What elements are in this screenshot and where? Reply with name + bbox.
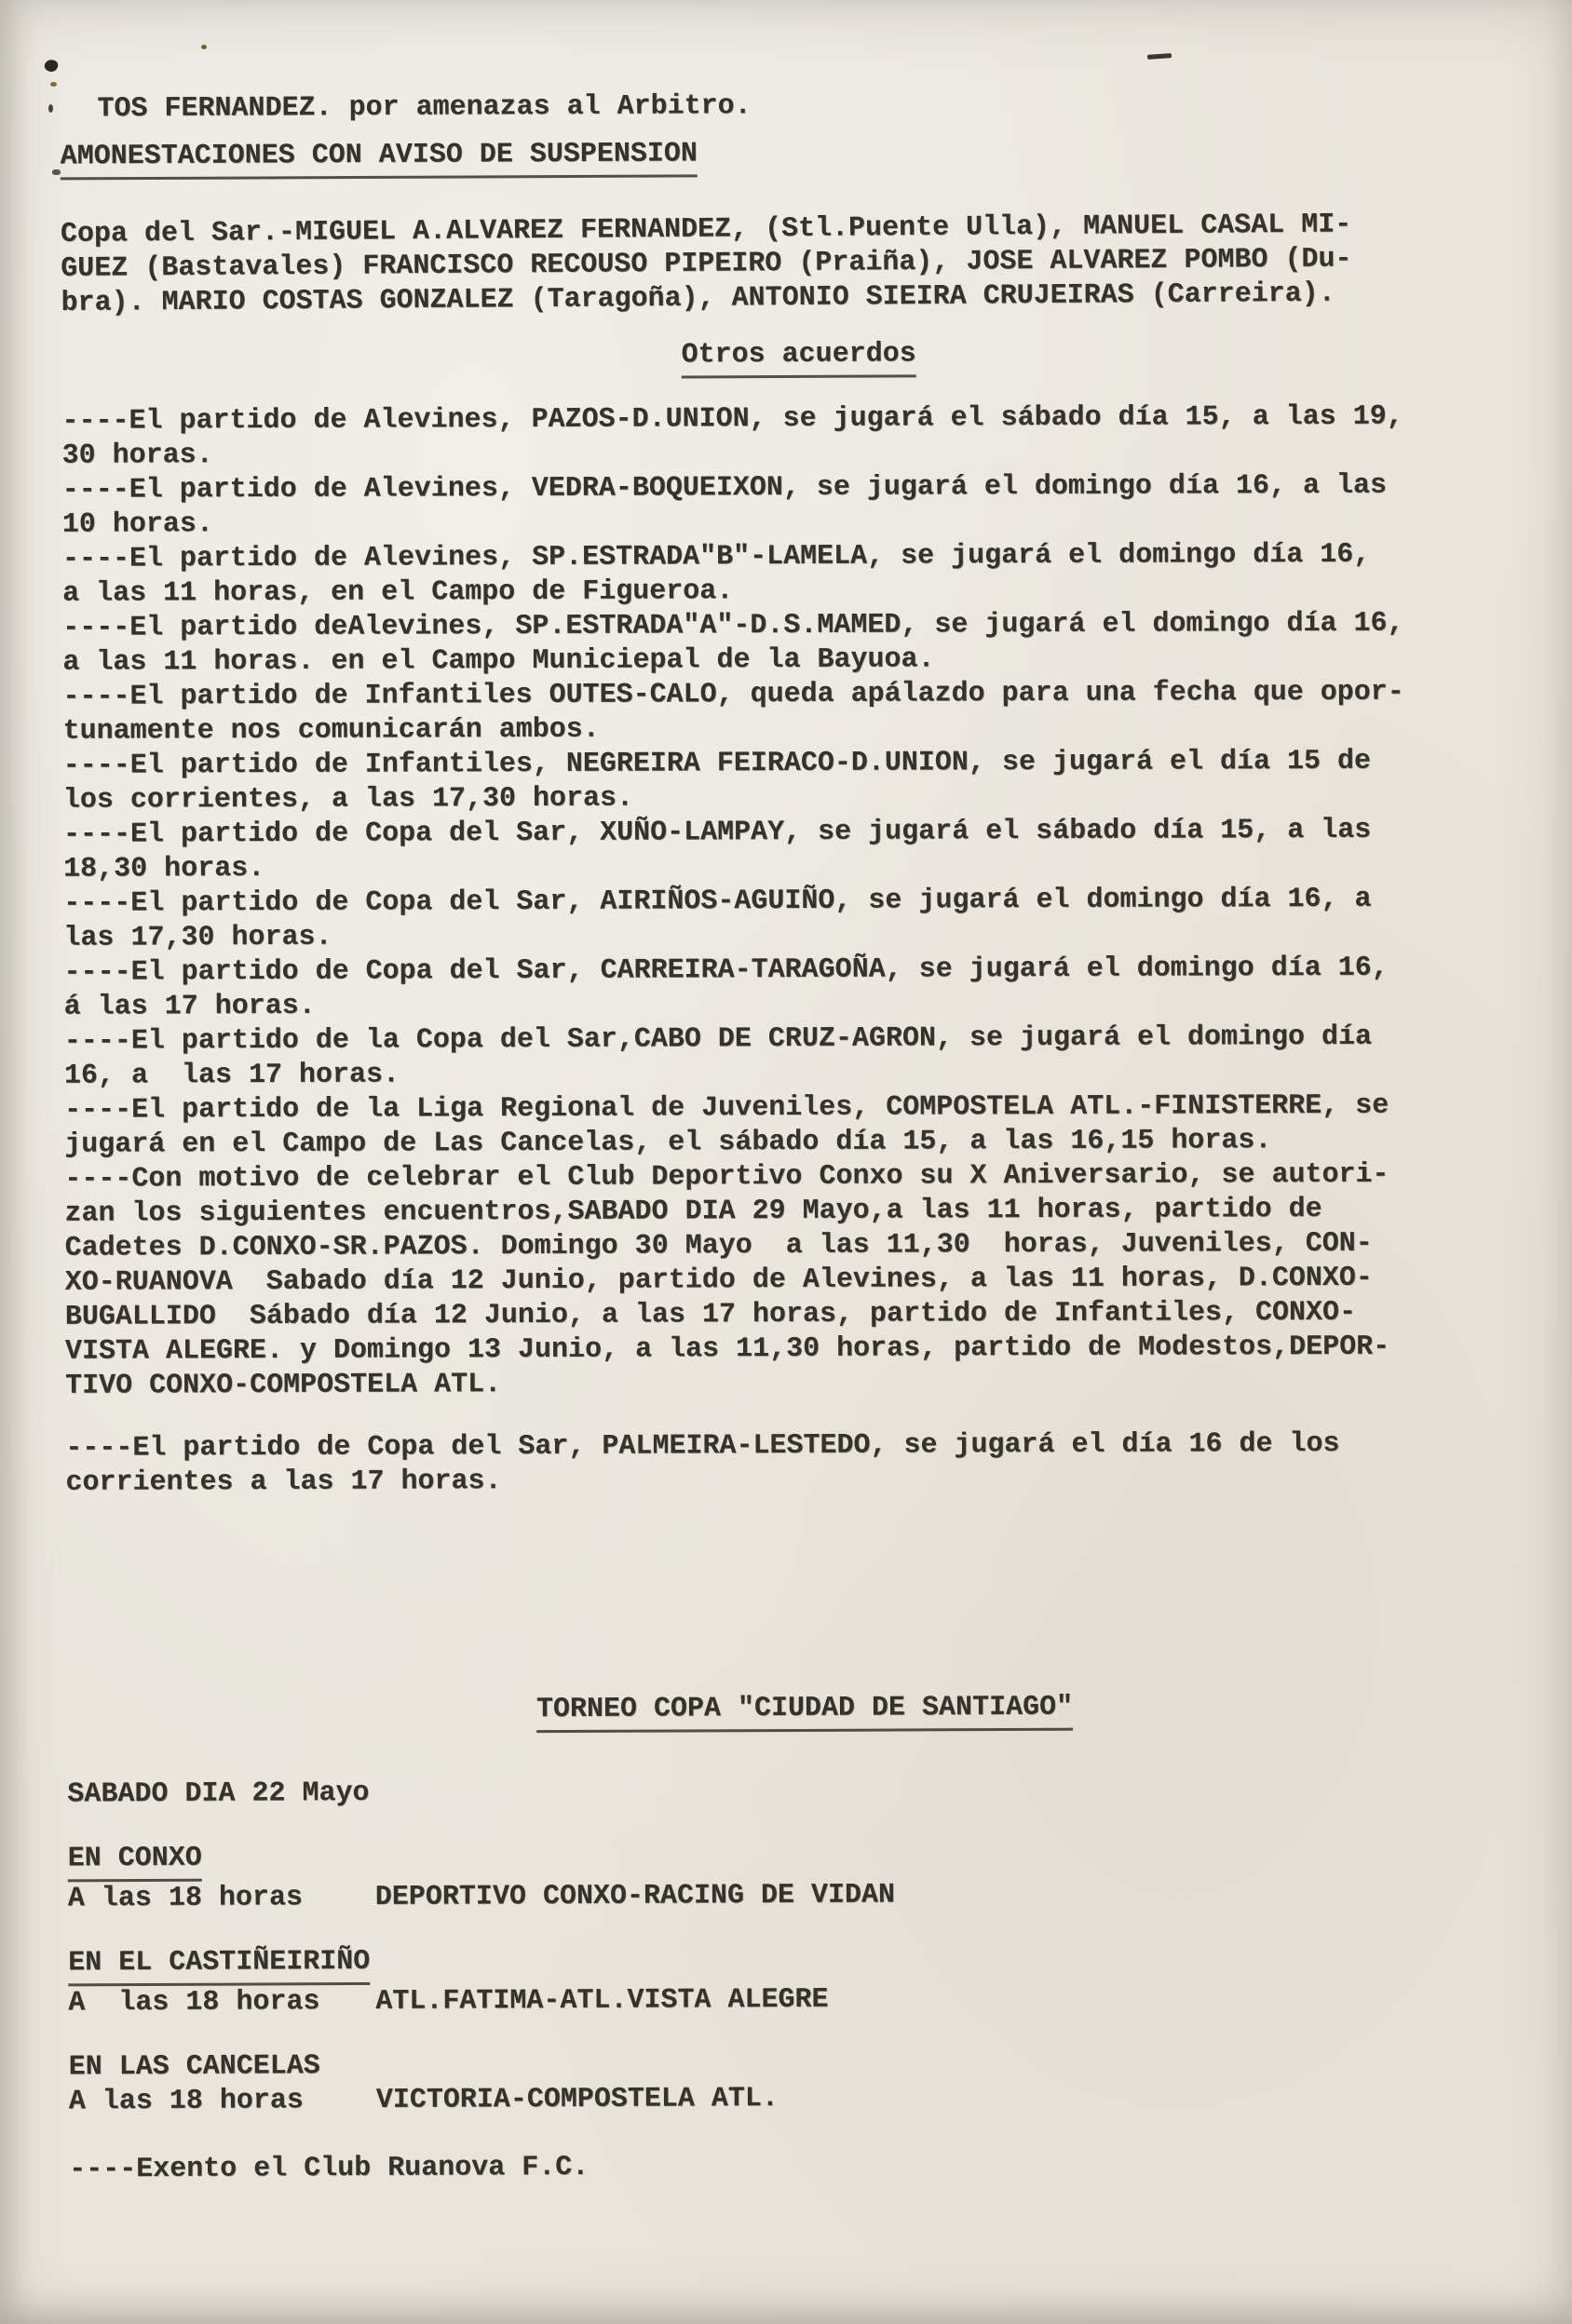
exempt-line: ----Exento el Club Ruanova F.C.: [69, 2151, 590, 2186]
acuerdo-paragraph: ----El partido deAlevines, SP.ESTRADA"A"-D.S.MAMED, se jugará el domingo día 16, a las 11 horas. en el Campo Municiepal de la Bayuoa.: [62, 607, 1404, 679]
torneo-date-line: SABADO DIA 22 Mayo: [67, 1777, 370, 1811]
acuerdos-list: [61, 399, 1540, 1501]
intro-line: TOS FERNANDEZ. por amenazas al Arbitro.: [97, 90, 752, 126]
acuerdo-paragraph: ----El partido de Infantiles OUTES-CALO, queda apálazdo para una fecha que opor- tunamente nos comunicarán ambos.: [62, 676, 1404, 748]
acuerdo-paragraph: ----El partido de Copa del Sar, CARREIRA-TARAGOÑA, se jugará el domingo día 16, á las 17 horas.: [63, 952, 1389, 1023]
fixture-match: ATL.FATIMA-ATL.VISTA ALEGRE: [375, 1983, 829, 2018]
fixture-venue: EN EL CASTIÑEIRIÑO: [68, 1945, 370, 1986]
acuerdo-paragraph: ----El partido de la Liga Regional de Juveniles, COMPOSTELA ATL.-FINISTERRE, se jugará en el Campo de Las Cancelas, el sábado día 15, a las 16,15 horas.: [63, 1089, 1389, 1161]
fixture-block: [68, 1835, 1543, 1916]
fixture-time: A las 18 horas: [68, 1986, 320, 2020]
fixture-match: DEPORTIVO CONXO-RACING DE VIDAN: [374, 1879, 896, 1913]
fixture-time: A las 18 horas: [68, 2085, 304, 2118]
otros-acuerdos-heading: Otros acuerdos: [682, 337, 916, 378]
acuerdo-paragraph: ----El partido de Alevines, PAZOS-D.UNION, se jugará el sábado día 15, a las 19, 30 horas.: [61, 400, 1403, 472]
acuerdo-paragraph: ----El partido de la Copa del Sar,CABO DE CRUZ-AGRON, se jugará el domingo día 16, a las 17 horas.: [63, 1020, 1373, 1092]
acuerdo-paragraph: ----El partido de Copa del Sar, AIRIÑOS-AGUIÑO, se jugará el domingo día 16, a las 17,30 horas.: [63, 883, 1372, 954]
suspension-body: Copa del Sar.-MIGUEL A.ALVAREZ FERNANDEZ, (Stl.Puente Ulla), MANUEL CASAL MI- GUEZ (Bastavales) FRANCISCO RECOUSO PIPEIRO (Praiña), JOSE ALVAREZ POMBO (Du- bra). MARIO COSTAS GONZALEZ (Taragoña), ANTONIO SIEIRA CRUJEIRAS (Carreira).: [60, 209, 1352, 319]
fixture-match: VICTORIA-COMPOSTELA ATL.: [375, 2083, 779, 2116]
fixture-venue: EN LAS CANCELAS: [68, 2050, 320, 2084]
fixture-time: A las 18 horas: [67, 1882, 304, 1915]
acuerdo-paragraph: ----El partido de Infantiles, NEGREIRA FEIRACO-D.UNION, se jugará el día 15 de los corrientes, a las 17,30 horas.: [62, 745, 1372, 817]
fixture-block: [68, 1939, 1543, 2020]
fixture-venue: EN CONXO: [68, 1842, 202, 1883]
acuerdo-paragraph: ----El partido de Copa del Sar, XUÑO-LAMPAY, se jugará el sábado día 15, a las 18,30 horas.: [62, 814, 1372, 885]
suspension-heading: AMONESTACIONES CON AVISO DE SUSPENSION: [61, 137, 698, 180]
fixture-block: [69, 2044, 1544, 2119]
acuerdo-paragraph: ----El partido de Copa del Sar, PALMEIRA-LESTEDO, se jugará el día 16 de los corrientes a las 17 horas.: [65, 1427, 1340, 1499]
torneo-heading: TORNEO COPA "CIUDAD DE SANTIAGO": [536, 1691, 1073, 1734]
acuerdo-paragraph: ----El partido de Alevines, VEDRA-BOQUEIXON, se jugará el domingo día 16, a las 10 horas.: [61, 469, 1388, 541]
acuerdo-paragraph: ----Con motivo de celebrar el Club Deportivo Conxo su X Aniversario, se autori- zan los siguientes encuentros,SABADO DIA 29 Mayo,a las 11 horas, partido de Cadetes D.CONXO-SR.PAZOS. Domingo 30 Mayo a las 11,30 horas, Juveniles, CON- XO-RUANOVA Sabado día 12 Junio, partido de Alevines, a las 11 horas, D.CONXO- BUGALLIDO Sábado día 12 Junio, a las 17 horas, partido de Infantiles, CONXO- VISTA ALEGRE. y Domingo 13 Junio, a las 11,30 horas, partido de Modestos,DEPOR- TIVO CONXO-COMPOSTELA ATL.: [64, 1158, 1390, 1402]
acuerdo-paragraph: ----El partido de Alevines, SP.ESTRADA"B"-LAMELA, se jugará el domingo día 16, a las 11 horas, en el Campo de Figueroa.: [61, 538, 1371, 610]
